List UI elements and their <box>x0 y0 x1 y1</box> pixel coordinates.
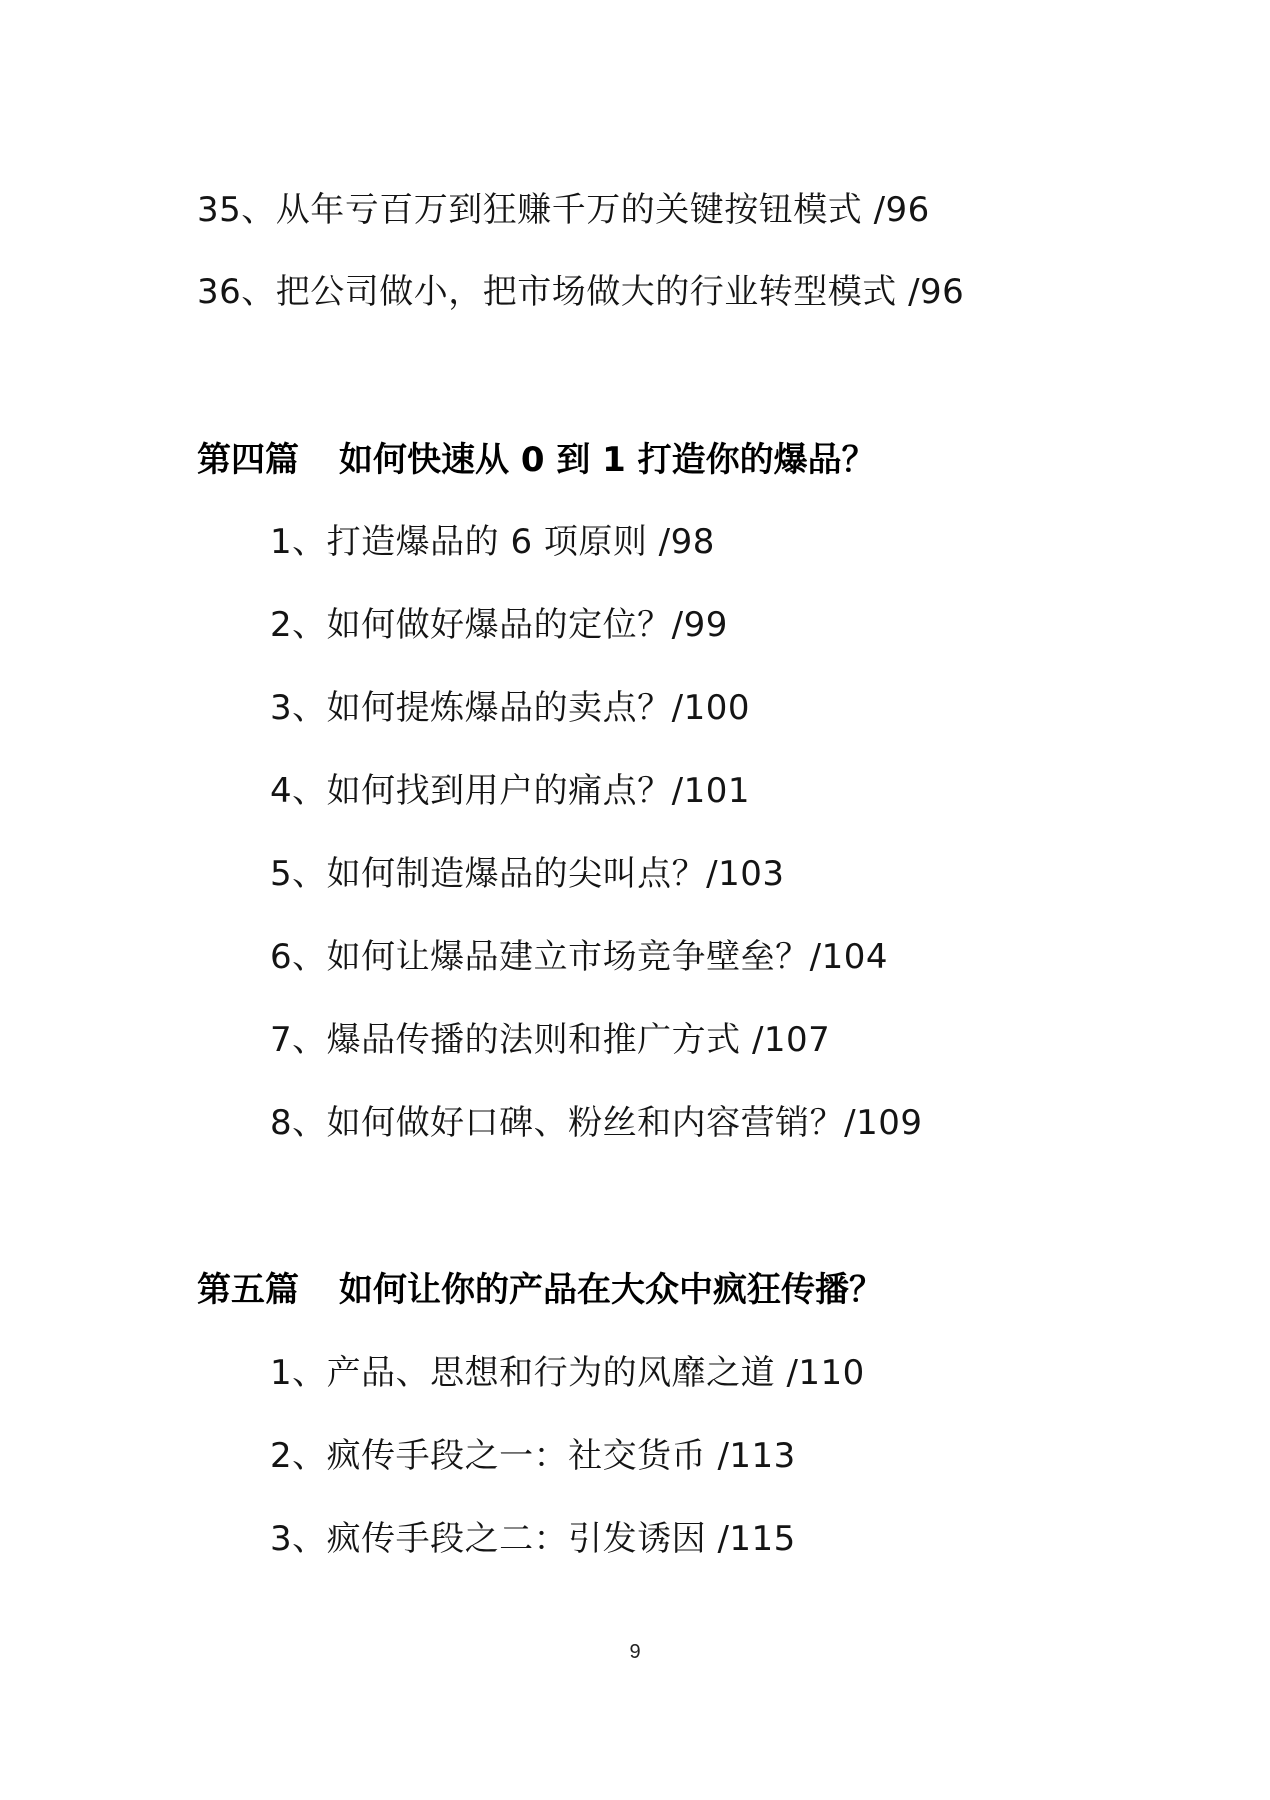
toc-entry: 1、打造爆品的 6 项原则 /98 <box>270 522 715 562</box>
toc-entry: 4、如何找到用户的痛点？/101 <box>270 771 750 811</box>
toc-entry: 3、如何提炼爆品的卖点？/100 <box>270 688 750 728</box>
toc-entry: 1、产品、思想和行为的风靡之道 /110 <box>270 1353 865 1393</box>
toc-entry: 6、如何让爆品建立市场竞争壁垒？/104 <box>270 937 888 977</box>
part-heading <box>197 440 876 480</box>
toc-entry: 2、疯传手段之一：社交货币 /113 <box>270 1436 796 1476</box>
page-number: 9 <box>629 1641 641 1663</box>
part-heading <box>197 1270 883 1310</box>
part-label: 第五篇 <box>197 1270 299 1310</box>
toc-entry: 8、如何做好口碑、粉丝和内容营销？/109 <box>270 1103 923 1143</box>
toc-entry: 5、如何制造爆品的尖叫点？/103 <box>270 854 785 894</box>
part-title: 如何快速从 0 到 1 打造你的爆品？ <box>339 440 876 480</box>
toc-entry: 7、爆品传播的法则和推广方式 /107 <box>270 1020 831 1060</box>
part-label: 第四篇 <box>197 440 299 480</box>
toc-entry: 3、疯传手段之二：引发诱因 /115 <box>270 1519 796 1559</box>
toc-entry: 36、把公司做小，把市场做大的行业转型模式 /96 <box>197 272 965 312</box>
toc-entry: 35、从年亏百万到狂赚千万的关键按钮模式 /96 <box>197 190 930 230</box>
toc-entry: 2、如何做好爆品的定位？/99 <box>270 605 728 645</box>
part-title: 如何让你的产品在大众中疯狂传播？ <box>339 1270 883 1310</box>
